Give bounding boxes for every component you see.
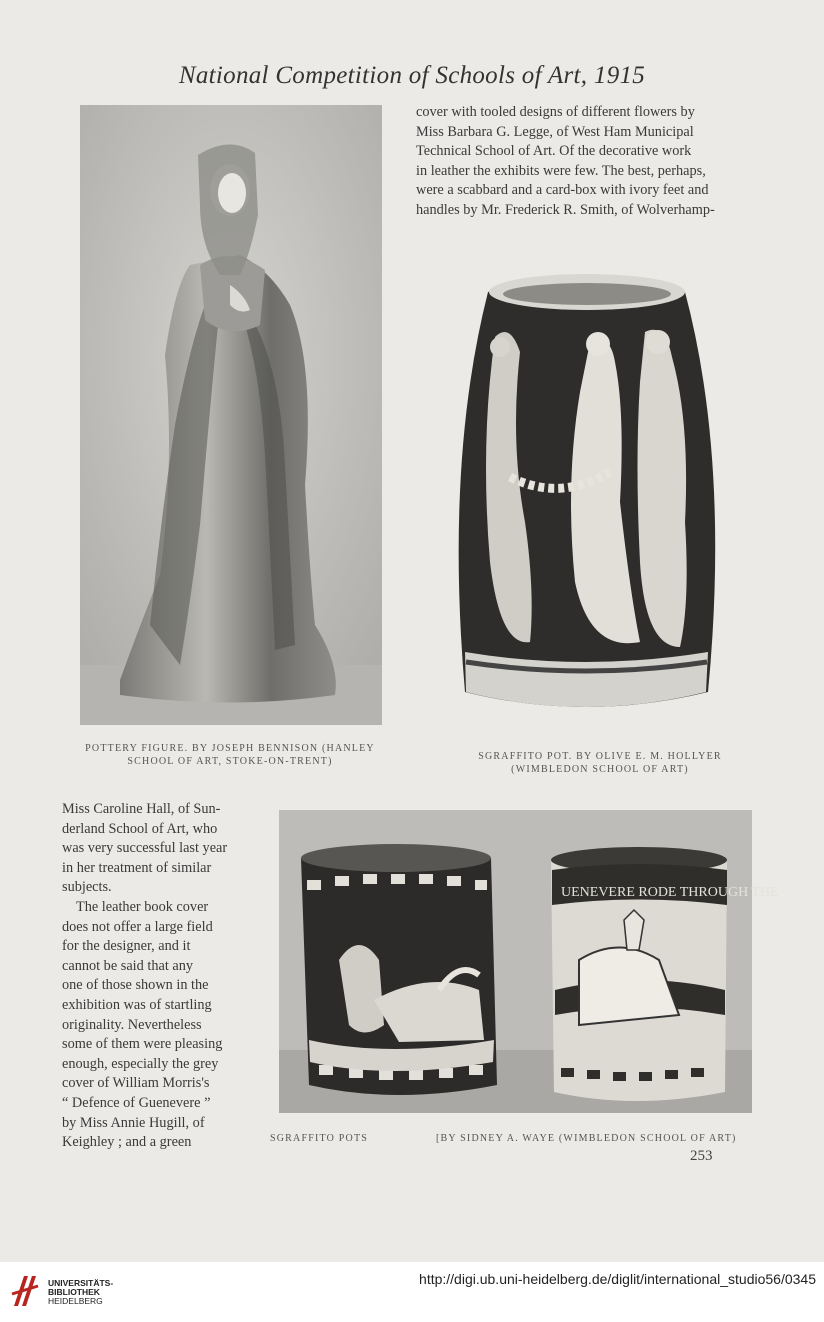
text-line: derland School of Art, who	[62, 820, 218, 837]
text-line: for the designer, and it	[62, 938, 191, 955]
text-line: cover with tooled designs of different flowers by	[416, 104, 695, 120]
text-line: The leather book cover	[76, 898, 209, 915]
page-number: 253	[690, 1148, 713, 1164]
pot-inscription: UENEVERE RODE THROUGH THE	[561, 885, 779, 900]
pottery-figure-illustration	[80, 105, 382, 725]
pot-caption	[430, 750, 770, 776]
figure-caption	[60, 742, 400, 768]
sgraffito-pot-illustration	[440, 262, 730, 732]
institution-line: UNIVERSITÄTS-	[48, 1278, 114, 1288]
caption-line: SCHOOL OF ART, STOKE-ON-TRENT)	[127, 756, 333, 767]
text-line: were a scabbard and a card-box with ivory feet and	[416, 182, 709, 199]
left-column-text	[62, 800, 235, 1153]
text-line: originality. Nevertheless	[62, 1016, 202, 1033]
text-line: was very successful last year	[62, 840, 228, 857]
caption-line: POTTERY FIGURE. BY JOSEPH BENNISON (HANLEY	[85, 743, 375, 754]
institution-line: BIBLIOTHEK	[48, 1287, 100, 1297]
text-line: handles by Mr. Frederick R. Smith, of Wolverhamp-	[416, 201, 715, 218]
text-line: cover of William Morris's	[62, 1075, 210, 1092]
viewer-footer	[0, 1262, 824, 1322]
text-line: Miss Caroline Hall, of Sun-	[62, 801, 221, 817]
caption-line: (WIMBLEDON SCHOOL OF ART)	[511, 764, 689, 775]
text-line: exhibition was of startling	[62, 996, 212, 1013]
text-line: in leather the exhibits were few. The best, perhaps,	[416, 162, 706, 179]
top-right-paragraph	[416, 103, 756, 221]
caption-line: SGRAFFITO POT. BY OLIVE E. M. HOLLYER	[478, 751, 722, 762]
source-url-link[interactable]: http://digi.ub.uni-heidelberg.de/diglit/international_studio56/0345	[419, 1271, 816, 1287]
text-line: subjects.	[62, 879, 112, 896]
university-library-logo-icon	[10, 1272, 40, 1308]
text-line: some of them were pleasing	[62, 1036, 223, 1053]
sgraffito-pots-illustration	[279, 810, 779, 1113]
text-line: cannot be said that any	[62, 957, 194, 974]
institution-name	[48, 1279, 113, 1306]
sgraffito-pots-photo	[279, 810, 779, 1113]
text-line: one of those shown in the	[62, 977, 209, 994]
pottery-figure-photo	[80, 105, 382, 725]
pots-caption-left: SGRAFFITO POTS	[270, 1133, 369, 1144]
sgraffito-pot-photo	[440, 262, 730, 732]
text-line: “ Defence of Guenevere ”	[62, 1094, 211, 1111]
text-line: enough, especially the grey	[62, 1055, 219, 1072]
text-line: Miss Barbara G. Legge, of West Ham Municipal	[416, 123, 694, 140]
institution-line: HEIDELBERG	[48, 1296, 103, 1306]
text-line: by Miss Annie Hugill, of	[62, 1114, 205, 1131]
text-line: Keighley ; and a green	[62, 1134, 192, 1151]
text-line: in her treatment of similar	[62, 859, 212, 876]
pots-caption-right: [BY SIDNEY A. WAYE (WIMBLEDON SCHOOL OF ART)	[436, 1133, 737, 1144]
paragraph-2	[62, 898, 235, 1153]
running-header: National Competition of Schools of Art, 1915	[178, 62, 646, 89]
paragraph-1	[62, 800, 235, 898]
text-line: Technical School of Art. Of the decorative work	[416, 143, 692, 160]
text-line: does not offer a large field	[62, 918, 213, 935]
